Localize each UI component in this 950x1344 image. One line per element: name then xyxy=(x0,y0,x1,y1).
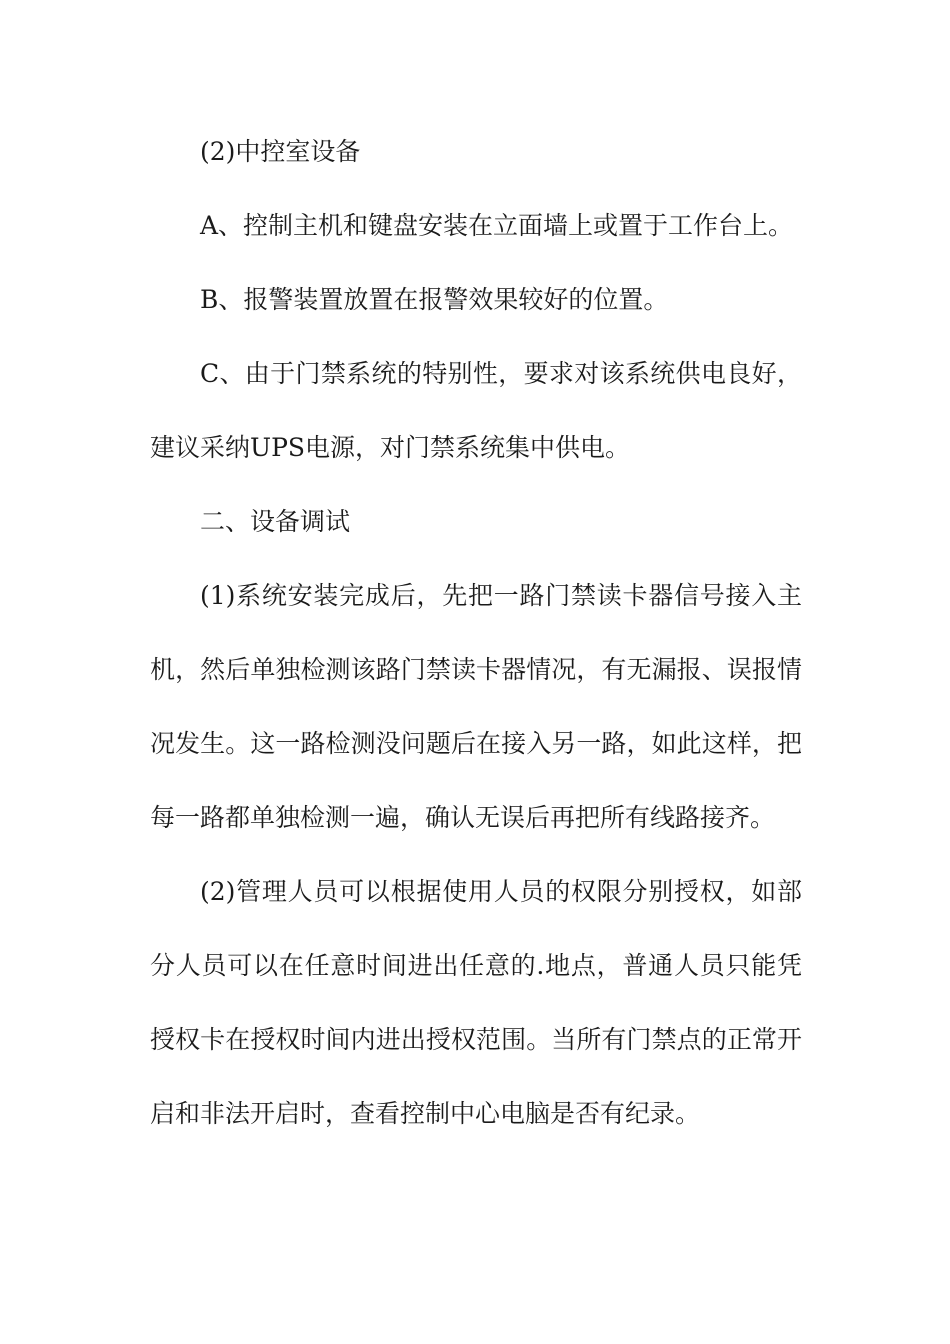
document-body xyxy=(150,115,802,1151)
paragraph-item-c: C、由于门禁系统的特别性，要求对该系统供电良好，建议采纳UPS电源，对门禁系统集中供电。 xyxy=(150,359,802,462)
section-heading-debugging: 二、设备调试 xyxy=(200,507,351,536)
paragraph-item-b: B、报警装置放置在报警效果较好的位置。 xyxy=(200,285,669,314)
paragraph-item-a: A、控制主机和键盘安装在立面墙上或置于工作台上。 xyxy=(200,211,794,240)
paragraph-debug-step-1: (1)系统安装完成后，先把一路门禁读卡器信号接入主机，然后单独检测该路门禁读卡器情况，有无漏报、误报情况发生。这一路检测没问题后在接入另一路，如此这样，把每一路都单独检测一遍，确认无误后再把所有线路接齐。 xyxy=(150,581,802,832)
paragraph-control-room-heading: (2)中控室设备 xyxy=(200,137,361,166)
paragraph-debug-step-2: (2)管理人员可以根据使用人员的权限分别授权，如部分人员可以在任意时间进出任意的.地点，普通人员只能凭授权卡在授权时间内进出授权范围。当所有门禁点的正常开启和非法开启时，查看控制中心电脑是否有纪录。 xyxy=(150,877,802,1128)
